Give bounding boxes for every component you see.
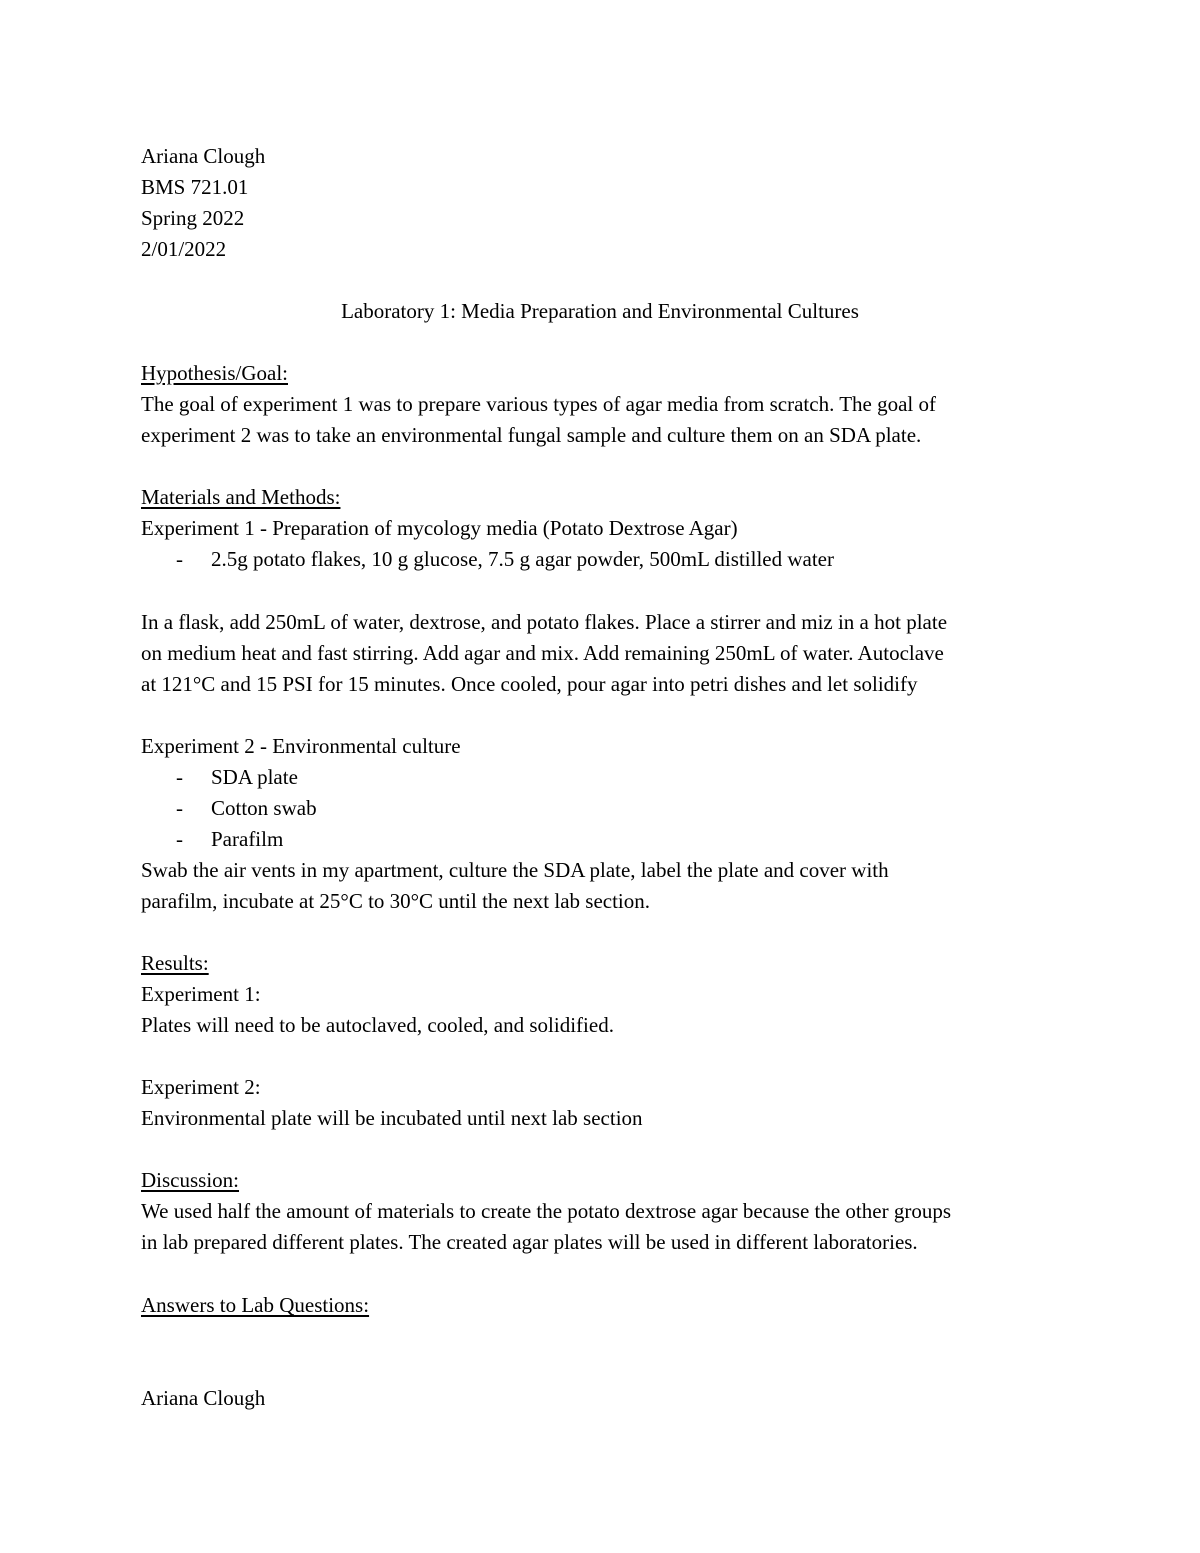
hypothesis-line: experiment 2 was to take an environmental fungal sample and culture them on an SDA plate. bbox=[141, 423, 922, 447]
list-item: SDA plate bbox=[211, 765, 298, 789]
results-exp1-label: Experiment 1: bbox=[141, 982, 261, 1006]
term: Spring 2022 bbox=[141, 206, 245, 230]
results-heading: Results: bbox=[141, 951, 209, 975]
method-line: Swab the air vents in my apartment, culture the SDA plate, label the plate and cover with bbox=[141, 858, 889, 882]
list-dash: - bbox=[176, 547, 183, 571]
discussion-line: We used half the amount of materials to create the potato dextrose agar because the other groups bbox=[141, 1199, 951, 1223]
results-exp1-text: Plates will need to be autoclaved, cooled, and solidified. bbox=[141, 1013, 614, 1037]
method-line: on medium heat and fast stirring. Add agar and mix. Add remaining 250mL of water. Autoclave bbox=[141, 641, 944, 665]
author-name: Ariana Clough bbox=[141, 144, 266, 168]
list-item: Cotton swab bbox=[211, 796, 317, 820]
list-item: 2.5g potato flakes, 10 g glucose, 7.5 g agar powder, 500mL distilled water bbox=[211, 547, 834, 571]
list-item: Parafilm bbox=[211, 827, 284, 851]
results-exp2-label: Experiment 2: bbox=[141, 1075, 261, 1099]
discussion-line: in lab prepared different plates. The created agar plates will be used in different laboratories. bbox=[141, 1230, 918, 1254]
hypothesis-heading: Hypothesis/Goal: bbox=[141, 361, 288, 385]
method-line: at 121°C and 15 PSI for 15 minutes. Once cooled, pour agar into petri dishes and let solidify bbox=[141, 672, 918, 696]
experiment-2-title: Experiment 2 - Environmental culture bbox=[141, 734, 461, 758]
materials-heading: Materials and Methods: bbox=[141, 485, 341, 509]
method-line: In a flask, add 250mL of water, dextrose, and potato flakes. Place a stirrer and miz in a hot plate bbox=[141, 610, 948, 634]
hypothesis-line: The goal of experiment 1 was to prepare various types of agar media from scratch. The goal of bbox=[141, 392, 936, 416]
list-dash: - bbox=[176, 827, 183, 851]
list-dash: - bbox=[176, 765, 183, 789]
signature-name: Ariana Clough bbox=[141, 1386, 266, 1410]
document-title: Laboratory 1: Media Preparation and Environmental Cultures bbox=[341, 299, 859, 323]
discussion-heading: Discussion: bbox=[141, 1168, 240, 1192]
list-dash: - bbox=[176, 796, 183, 820]
date: 2/01/2022 bbox=[141, 237, 227, 261]
course-code: BMS 721.01 bbox=[141, 175, 249, 199]
answers-heading: Answers to Lab Questions: bbox=[141, 1293, 370, 1317]
method-line: parafilm, incubate at 25°C to 30°C until the next lab section. bbox=[141, 889, 651, 913]
experiment-1-title: Experiment 1 - Preparation of mycology media (Potato Dextrose Agar) bbox=[141, 516, 738, 540]
results-exp2-text: Environmental plate will be incubated until next lab section bbox=[141, 1106, 643, 1130]
